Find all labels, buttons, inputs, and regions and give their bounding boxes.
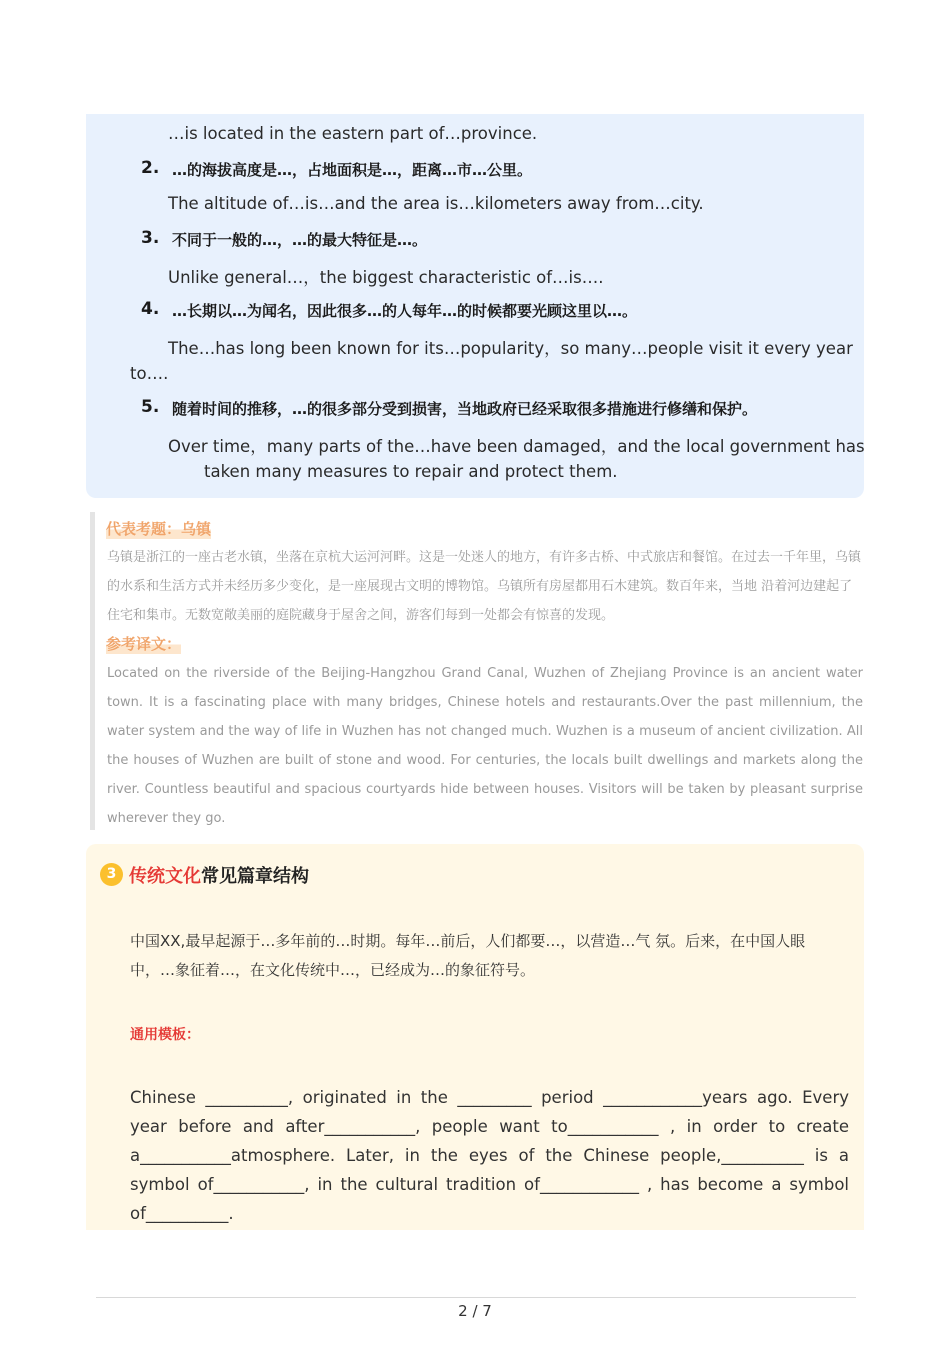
reference-translation-title: 参考译文：	[106, 635, 182, 653]
example-title: 代表考题：乌镇	[106, 520, 212, 538]
phrase-2-english: The altitude of…is…and the area is…kilometers away from…city.	[168, 194, 704, 213]
section-3-title-highlight: 传统文化	[129, 866, 201, 887]
phrase-5-english-cont: taken many measures to repair and protect them.	[204, 462, 618, 481]
phrase-5-number: 5.	[141, 397, 160, 417]
section-3-chinese-text: 中国XX,最早起源于…多年前的…时期。每年…前后，人们都要…，以营造…气 氛。后来，在中国人眼中，…象征着…，在文化传统中…，已经成为…的象征符号。	[130, 932, 806, 979]
section-3-title	[129, 862, 309, 888]
phrase-3-number: 3.	[141, 228, 160, 248]
phrase-2-number: 2.	[141, 158, 160, 178]
phrase-5-english: Over time，many parts of the…have been damaged，and the local government has	[168, 437, 865, 456]
phrase-4-english: The…has long been known for its…popularity，so many…people visit it every year	[168, 339, 853, 358]
section-3-title-rest: 常见篇章结构	[201, 866, 309, 887]
phrase-3-english: Unlike general…，the biggest characteristic of…is….	[168, 268, 604, 287]
phrase-4-chinese: …长期以…为闻名，因此很多…的人每年…的时候都要光顾这里以…。	[172, 302, 638, 320]
phrase-4-number: 4.	[141, 299, 160, 319]
phrase-2-chinese: …的海拔高度是…，占地面积是…，距离…市…公里。	[172, 161, 533, 179]
phrase-3-chinese: 不同于一般的…，…的最大特征是…。	[172, 231, 428, 249]
example-english-text: Located on the riverside of the Beijing-Hangzhou Grand Canal, Wuzhen of Zhejiang Province is an ancient water town. It is a fascinating place with many bridges, Chinese hotels and restaurants.Over the past millennium, the water system and the way of life in Wuzhen has not changed much. Wuzhen is a museum of ancient civilization. All the houses of Wuzhen are built of stone and wood. For centuries, the locals built dwellings and markets along the river. Countless beautiful and spacious courtyards hide between houses. Visitors will be taken by pleasant surprise wherever they go.	[107, 666, 863, 826]
template-label: 通用模板：	[130, 1027, 200, 1043]
phrase-4-english-cont: to….	[130, 364, 169, 383]
phrase-5-chinese: 随着时间的推移，…的很多部分受到损害，当地政府已经采取很多措施进行修缮和保护。	[172, 400, 758, 418]
example-chinese-text: 乌镇是浙江的一座古老水镇，坐落在京杭大运河河畔。这是一处迷人的地方，有许多古桥、中式旅店和餐馆。在过去一千年里，乌镇的水系和生活方式并未经历多少变化，是一座展现古文明的博物馆。乌镇所有房屋都用石木建筑。数百年来，当地 沿着河边建起了住宅和集市。无数宽敞美丽的庭院藏身于屋舍之间，游客们每到一处都会有惊喜的发现。	[107, 550, 862, 623]
footer-divider	[96, 1297, 856, 1298]
phrase-1-english: …is located in the eastern part of…province.	[168, 124, 538, 143]
template-text: Chinese __________, originated in the _________ period ____________years ago. Every year before and after___________, people want to___________ , in order to create a___________atmosphere. Later, in the eyes of the Chinese people,__________ is a symbol of___________, in the cultural tradition of____________ , has become a symbol of__________.	[130, 1088, 849, 1223]
section-number-badge: 3	[100, 863, 123, 886]
page-number: 2 / 7	[458, 1302, 492, 1320]
